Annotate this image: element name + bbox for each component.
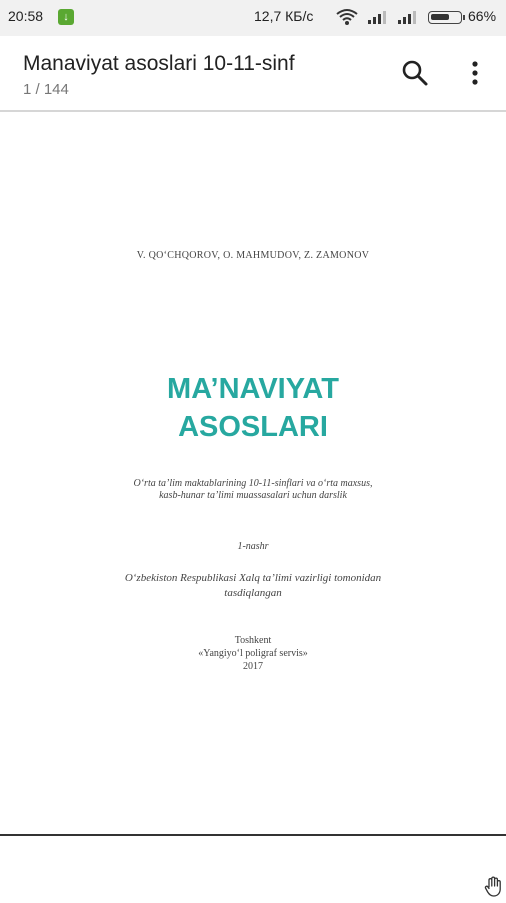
imprint-year: 2017 bbox=[243, 661, 263, 672]
book-authors: V. QO‘CHQOROV, O. MAHMUDOV, Z. ZAMONOV bbox=[136, 250, 370, 261]
book-title bbox=[0, 370, 506, 446]
network-speed: 12,7 КБ/с bbox=[254, 8, 314, 24]
document-page[interactable] bbox=[0, 112, 506, 834]
search-button[interactable] bbox=[400, 58, 430, 88]
status-time: 20:58 bbox=[8, 8, 44, 24]
book-subtitle: O‘rta ta’lim maktablarining 10-11-sinflari va o‘rta maxsus, kasb-hunar ta’limi muassasalari uchun darslik bbox=[133, 478, 373, 501]
edition-label: 1-nashr bbox=[237, 541, 269, 552]
page-indicator: 1 / 144 bbox=[23, 81, 69, 98]
status-bar bbox=[0, 0, 506, 36]
more-options-button[interactable] bbox=[462, 58, 488, 88]
battery-icon bbox=[428, 11, 462, 24]
reader-bottom-area bbox=[0, 836, 506, 900]
search-icon bbox=[400, 58, 430, 88]
hand-icon bbox=[484, 876, 504, 898]
imprint bbox=[0, 634, 506, 673]
signal-strength-icon bbox=[398, 10, 420, 27]
app-bar bbox=[0, 36, 506, 112]
imprint-city: Toshkent bbox=[234, 635, 272, 646]
approval-note: O‘zbekiston Respublikasi Xalq ta’limi vazirligi tomonidan tasdiqlangan bbox=[124, 572, 382, 599]
more-vertical-icon bbox=[462, 58, 488, 88]
book-title-line1: MA’NAVIYAT bbox=[167, 373, 339, 405]
book-title-line2: ASOSLARI bbox=[178, 411, 328, 443]
document-title: Manaviyat asoslari 10-11-sinf bbox=[23, 52, 295, 75]
pan-mode-button[interactable] bbox=[484, 876, 504, 898]
battery-tip bbox=[463, 15, 465, 20]
battery-level bbox=[431, 14, 449, 20]
wifi-icon bbox=[336, 8, 358, 29]
signal-strength-icon bbox=[368, 10, 390, 27]
battery-percent: 66% bbox=[468, 8, 497, 24]
download-arrow-icon: ↓ bbox=[58, 9, 74, 25]
imprint-publisher: «Yangiyo‘l poligraf servis» bbox=[198, 648, 308, 659]
